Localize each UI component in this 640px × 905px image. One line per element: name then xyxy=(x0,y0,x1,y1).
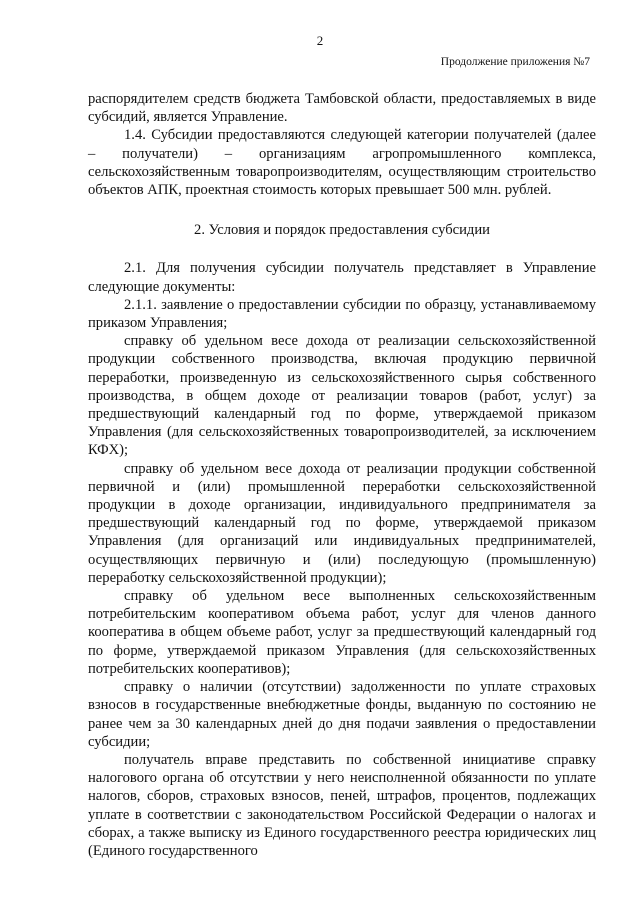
paragraph-tax-reference: получатель вправе представить по собственной инициативе справку налогового органа об отсутствии у него неисполненной обязанности по уплате налогов, сборов, страховых взносов, пеней, штрафов, процентов, подлежащих уплате в соответствии с законодательством Российской Федерации о налогах и сборах, а также выписку из Единого государственного реестра юридических лиц (Единого государственного xyxy=(88,751,596,859)
paragraph-cooperative-reference: справку об удельном весе выполненных сельскохозяйственным потребительским кооперативом объема работ, услуг для членов данного кооператива в общем объеме работ, услуг за предшествующий календарный год по форме, утверждаемой приказом Управления (для сельскохозяйственных потребительских кооперативов); xyxy=(88,588,596,677)
paragraph-2-1-1: 2.1.1. заявление о предоставлении субсидии по образцу, устанавливаемому приказом Управления; xyxy=(88,296,596,332)
document-body xyxy=(88,90,596,860)
paragraph-continuation: распорядителем средств бюджета Тамбовской области, предоставляемых в виде субсидий, является Управление. xyxy=(88,91,596,126)
paragraph-processing-reference: справку об удельном весе дохода от реализации продукции собственной первичной и (или) промышленной переработки сельскохозяйственной продукции в доходе организации, индивидуального предпринимателя за предшествующий календарный год по форме, утверждаемой приказом Управления (для организаций или индивидуальных предпринимателей, осуществляющих первичную и (или) последующую (промышленную) переработку сельскохозяйственной продукции); xyxy=(88,460,596,586)
paragraph-2-1: 2.1. Для получения субсидии получатель представляет в Управление следующие документы: xyxy=(88,260,596,295)
paragraph-income-reference: справку об удельном весе дохода от реализации сельскохозяйственной продукции собственного производства, включая продукцию первичной переработки, произведенную из сельскохозяйственного сырья собственного производства, в общем доходе от реализации товаров (работ, услуг) за предшествующий календарный год по форме, утверждаемой приказом Управления (для сельскохозяйственных товаропроизводителей, за исключением КФХ); xyxy=(88,333,596,459)
header-note: Продолжение приложения №7 xyxy=(440,56,590,68)
section-title: 2. Условия и порядок предоставления субсидии xyxy=(194,222,490,239)
paragraph-debt-reference: справку о наличии (отсутствии) задолженности по уплате страховых взносов в государственные внебюджетные фонды, выданную по состоянию не ранее чем за 30 календарных дней до дня подачи заявления о предоставлении субсидии; xyxy=(88,679,596,750)
page-number: 2 xyxy=(316,33,324,48)
paragraph-1-4: 1.4. Субсидии предоставляются следующей категории получателей (далее – получатели) – организациям агропромышленного комплекса, сельскохозяйственным товаропроизводителям, осуществляющим строительство объектов АПК, проектная стоимость которых превышает 500 млн. рублей. xyxy=(88,127,596,199)
